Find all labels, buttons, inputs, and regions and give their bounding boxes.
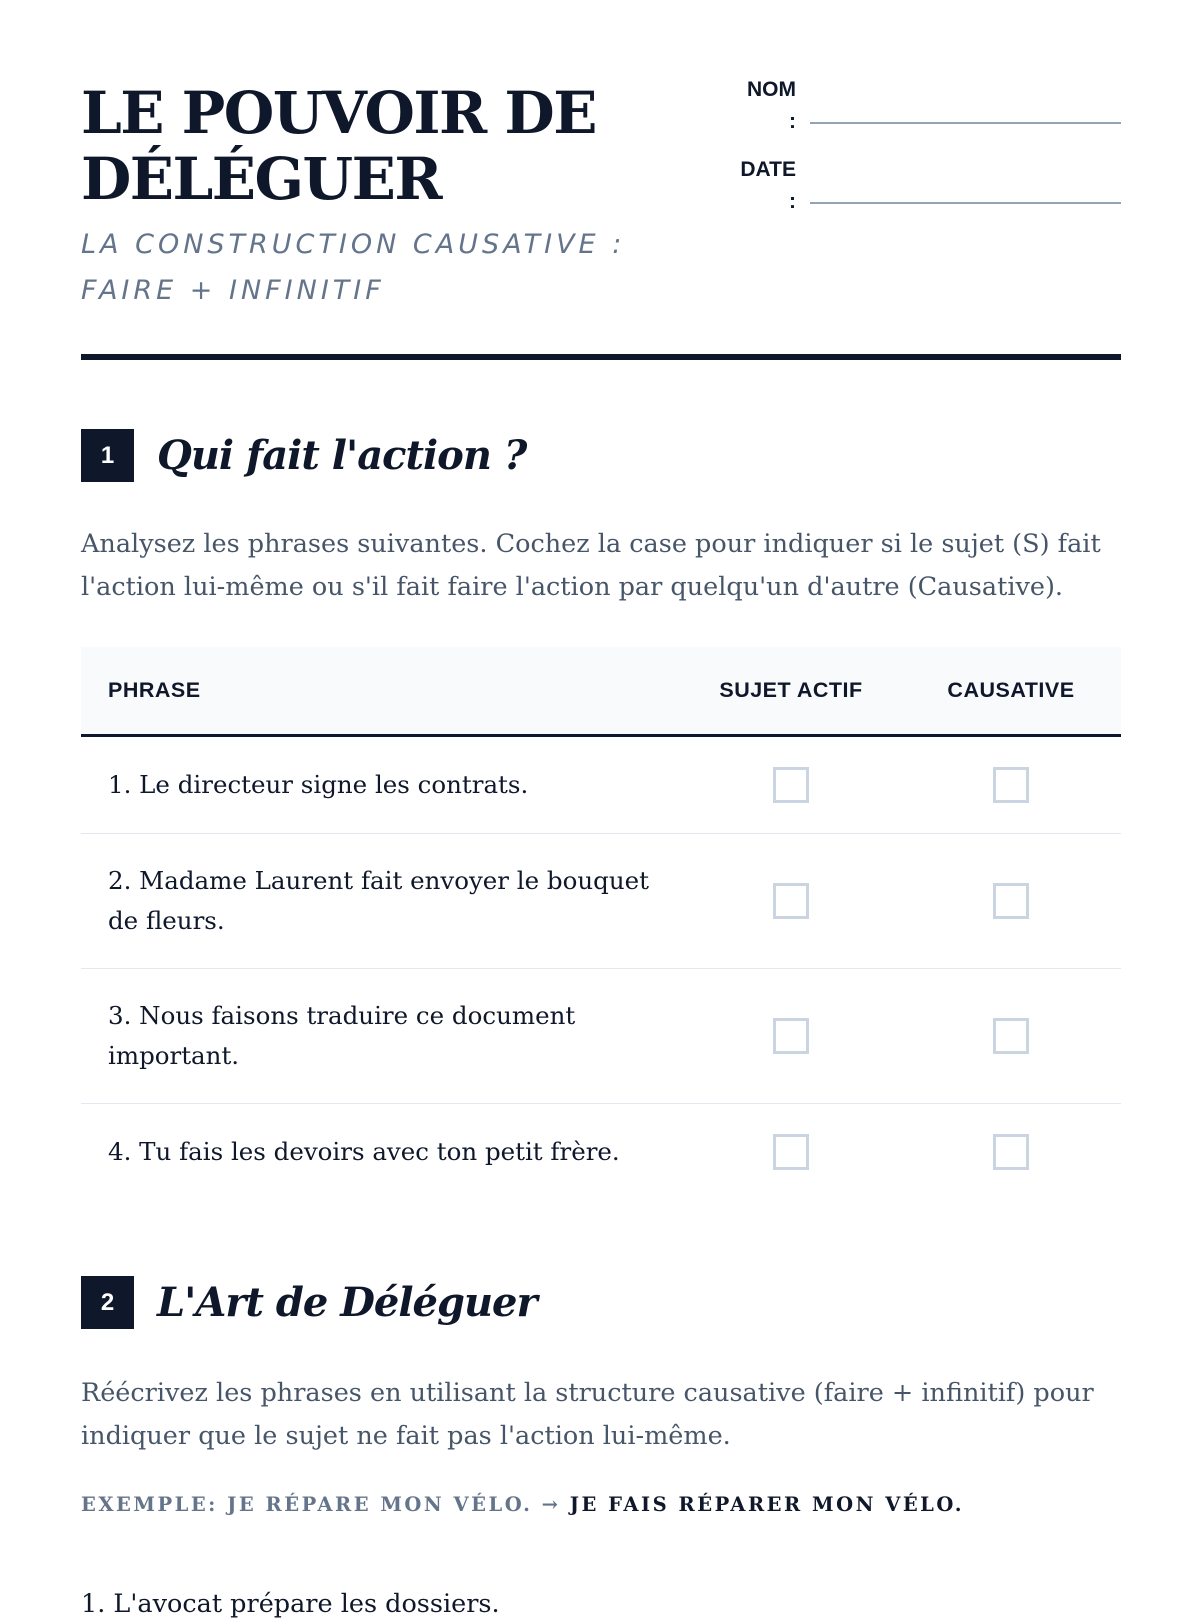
table-header <box>81 647 1121 737</box>
table-row <box>81 737 1121 834</box>
table-row <box>81 834 1121 969</box>
student-fields <box>731 78 1121 242</box>
name-field-label: NOM : <box>747 78 796 133</box>
row-phrase: 1. Le directeur signe les contrats. <box>108 770 529 799</box>
sujet-actif-checkbox[interactable] <box>773 883 809 919</box>
row-phrase: 2. Madame Laurent fait envoyer le bouquet de fleurs. <box>108 866 649 935</box>
row-phrase: 4. Tu fais les devoirs avec ton petit frère. <box>108 1137 620 1166</box>
row-phrase: 3. Nous faisons traduire ce document important. <box>108 1001 576 1070</box>
exercise-item: 1. L'avocat prépare les dossiers. <box>81 1589 500 1619</box>
date-input-line[interactable] <box>810 201 1121 204</box>
name-field <box>731 78 1121 138</box>
section-2-heading <box>81 1276 537 1329</box>
section-title: L'Art de Déléguer <box>157 1279 537 1326</box>
causative-checkbox[interactable] <box>993 1134 1029 1170</box>
analysis-table <box>81 647 1121 1200</box>
section-1-heading <box>81 429 526 482</box>
worksheet-title: LE POUVOIR DE DÉLÉGUER <box>81 79 596 213</box>
date-field <box>731 158 1121 218</box>
example-answer: JE FAIS RÉPARER MON VÉLO. <box>569 1493 965 1516</box>
sujet-actif-checkbox[interactable] <box>773 1134 809 1170</box>
header-phrase: PHRASE <box>108 678 201 702</box>
causative-checkbox[interactable] <box>993 883 1029 919</box>
section-1-instructions: Analysez les phrases suivantes. Cochez la case pour indiquer si le sujet (S) fait l'action lui-même ou s'il fait faire l'action par quelqu'un d'autre (Causative). <box>81 529 1101 602</box>
causative-checkbox[interactable] <box>993 767 1029 803</box>
date-field-label: DATE : <box>740 158 796 213</box>
example-line <box>81 1493 964 1516</box>
header-divider <box>81 354 1121 360</box>
table-row <box>81 1104 1121 1200</box>
section-number-badge: 2 <box>81 1276 134 1329</box>
section-number-badge: 1 <box>81 429 134 482</box>
table-row <box>81 969 1121 1104</box>
header-sujet-actif: SUJET ACTIF <box>719 678 863 702</box>
header-causative: CAUSATIVE <box>947 678 1075 702</box>
worksheet-header <box>81 0 1121 360</box>
section-title: Qui fait l'action ? <box>157 432 527 479</box>
worksheet-subtitle: LA CONSTRUCTION CAUSATIVE : FAIRE + INFINITIF <box>81 229 626 306</box>
sujet-actif-checkbox[interactable] <box>773 767 809 803</box>
section-2-instructions: Réécrivez les phrases en utilisant la structure causative (faire + infinitif) pour indiquer que le sujet ne fait pas l'action lui-même. <box>81 1378 1094 1451</box>
worksheet <box>81 0 1121 1619</box>
sujet-actif-checkbox[interactable] <box>773 1018 809 1054</box>
name-input-line[interactable] <box>810 121 1121 124</box>
causative-checkbox[interactable] <box>993 1018 1029 1054</box>
example-label: EXEMPLE: JE RÉPARE MON VÉLO. → <box>81 1493 561 1516</box>
